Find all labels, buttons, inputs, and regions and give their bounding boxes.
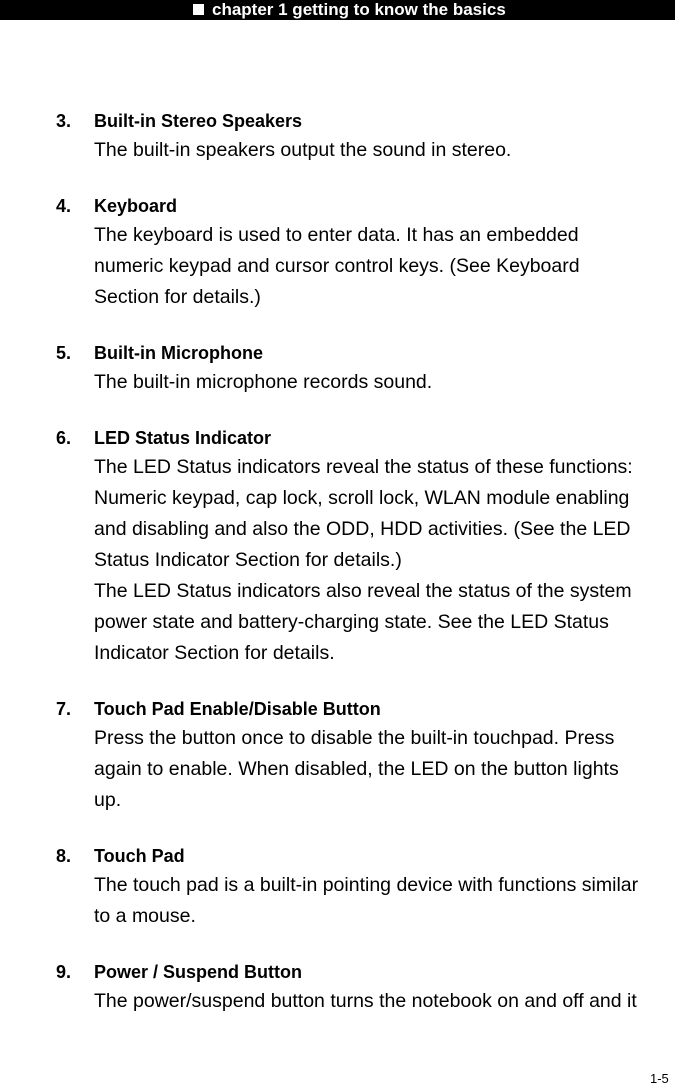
text-line: power state and battery-charging state. See the LED Status [94,611,609,633]
section-title: LED Status Indicator [94,428,272,448]
section-heading [0,695,675,723]
section-description [0,220,581,313]
section-heading [0,958,675,986]
section-keyboard [0,192,675,313]
section-touchpad [0,842,675,932]
chapter-header-bar [0,0,675,20]
section-number: 3. [56,111,72,131]
section-number: 4. [56,196,72,216]
section-number: 6. [56,428,72,448]
text-line: numeric keypad and cursor control keys. (See Keyboard [94,255,580,277]
section-heading [0,192,675,220]
section-title: Touch Pad Enable/Disable Button [94,699,381,719]
section-number: 7. [56,699,72,719]
section-number: 5. [56,343,72,363]
section-description [0,986,637,1017]
section-description [0,452,633,669]
section-description [0,870,639,932]
page-number: 1-5 [650,1071,669,1086]
section-title: Built-in Microphone [94,343,263,363]
section-heading [0,424,675,452]
text-line: The LED Status indicators also reveal the status of the system [94,580,632,602]
section-description [0,723,619,816]
section-title: Touch Pad [94,846,185,866]
section-title: Keyboard [94,196,178,216]
section-stereo-speakers [0,107,675,166]
text-line: to a mouse. [94,905,196,927]
chapter-title: chapter 1 getting to know the basics [212,0,506,19]
text-line: up. [94,789,122,811]
text-line: The power/suspend button turns the notebook on and off and it [94,990,637,1012]
text-line: The LED Status indicators reveal the status of these functions: [94,456,633,478]
text-line: The keyboard is used to enter data. It has an embedded [94,224,579,246]
section-number: 9. [56,962,72,982]
text-line: Section for details.) [94,286,261,308]
section-led-status-indicator [0,424,675,669]
section-description [0,367,581,398]
text-line: The touch pad is a built-in pointing device with functions similar [94,874,639,896]
text-line: Press the button once to disable the built-in touchpad. Press [94,727,615,749]
text-line: The built-in speakers output the sound in stereo. [94,139,512,161]
page-content [0,107,675,1017]
chapter-header [193,0,506,20]
text-line: and disabling and also the ODD, HDD activities. (See the LED [94,518,631,540]
section-power-suspend-button [0,958,675,1017]
section-heading [0,339,675,367]
text-line: again to enable. When disabled, the LED on the button lights [94,758,619,780]
square-bullet-icon [193,4,204,15]
text-line: Status Indicator Section for details.) [94,549,402,571]
text-line: Numeric keypad, cap lock, scroll lock, WLAN module enabling [94,487,630,509]
text-line: Indicator Section for details. [94,642,335,664]
section-heading [0,107,675,135]
section-heading [0,842,675,870]
section-microphone [0,339,675,398]
section-description [0,135,581,166]
text-line: The built-in microphone records sound. [94,371,433,393]
section-title: Built-in Stereo Speakers [94,111,303,131]
section-number: 8. [56,846,72,866]
section-touchpad-button [0,695,675,816]
section-title: Power / Suspend Button [94,962,303,982]
